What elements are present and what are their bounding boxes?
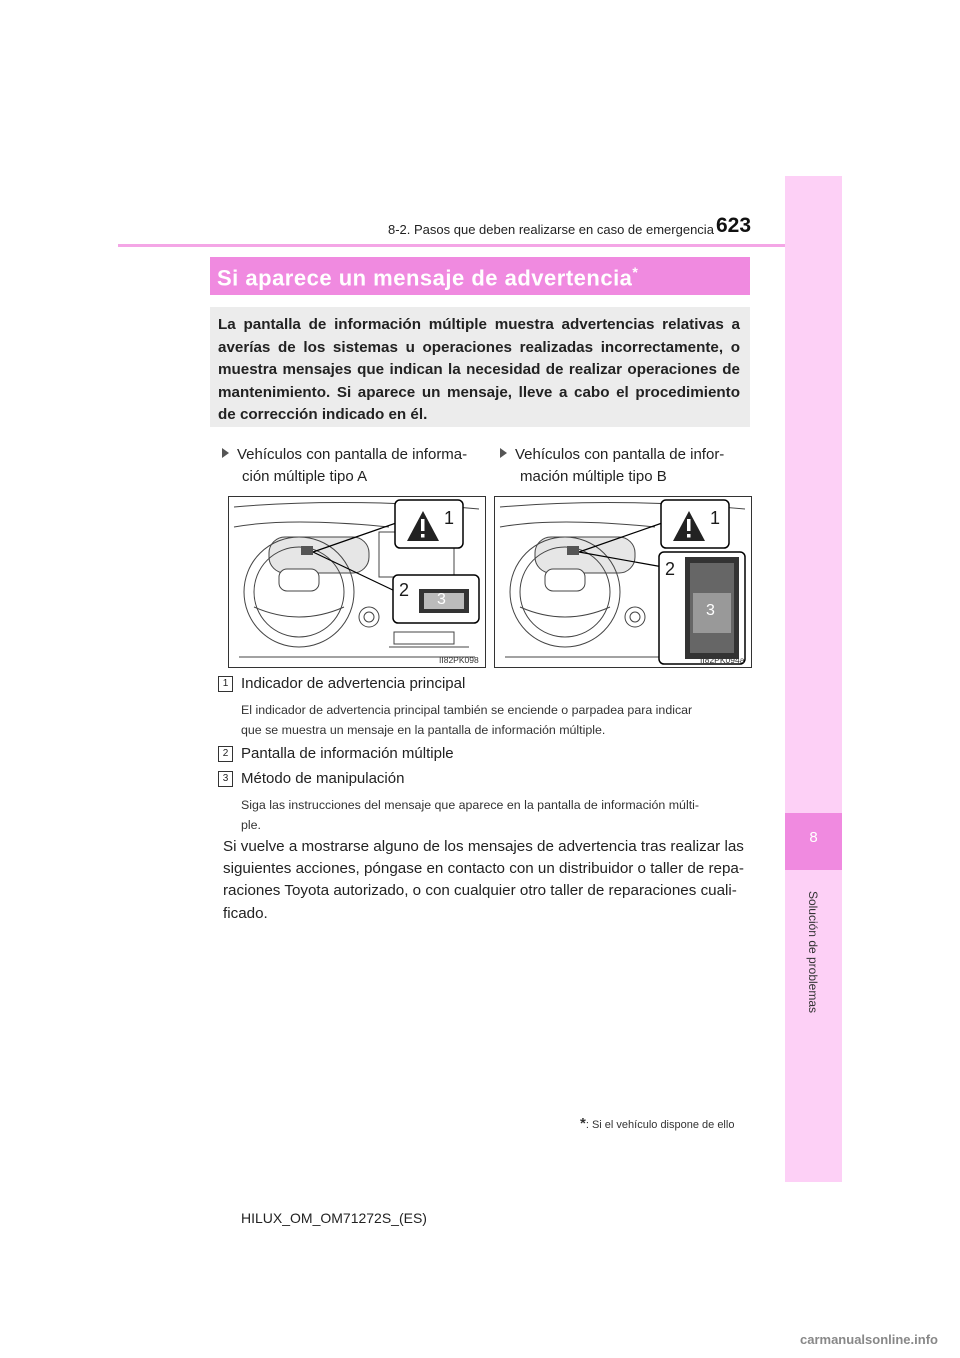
item-number-2: 2	[218, 746, 233, 762]
arrow-icon	[500, 448, 507, 458]
watermark: carmanualsonline.info	[800, 1332, 938, 1347]
dashboard-illustration-a	[228, 496, 486, 668]
page-title-text: Si aparece un mensaje de advertencia	[217, 265, 633, 291]
chapter-side-tab	[785, 176, 842, 1182]
item-desc-3-line1: Siga las instrucciones del mensaje que aparece en la pantalla de información múlti-	[241, 798, 700, 812]
item-desc-1-line2: que se muestra un mensaje en la pantalla de información múltiple.	[241, 722, 606, 737]
chapter-title: Solución de problemas	[806, 890, 820, 1014]
item-desc-1-line1: El indicador de advertencia principal también se enciende o parpadea para indicar	[241, 703, 693, 717]
item-number-1: 1	[218, 676, 233, 692]
image-code-b: II82PK094a	[700, 655, 745, 665]
column-b-line2: mación múltiple tipo B	[520, 468, 667, 485]
arrow-icon	[222, 448, 229, 458]
callout-1-a: 1	[444, 508, 455, 528]
image-code-a: II82PK098	[439, 655, 479, 665]
column-a-line2: ción múltiple tipo A	[242, 468, 368, 485]
page-number: 623	[716, 214, 752, 237]
column-a-label	[222, 444, 484, 488]
body-paragraph	[223, 836, 751, 925]
item-desc-3-line2: ple.	[241, 817, 261, 832]
callout-3-b: 3	[706, 602, 715, 619]
item-title-3: Método de manipulación	[241, 770, 405, 787]
column-b-label	[500, 444, 762, 488]
footnote-text: : Si el vehículo dispone de ello	[585, 1119, 735, 1131]
chapter-number: 8	[809, 829, 818, 846]
callout-2-b: 2	[665, 559, 676, 579]
header-divider	[118, 244, 785, 247]
item-number-3: 3	[218, 771, 233, 787]
body-line-4: ficado.	[223, 904, 268, 922]
column-b-line1: Vehículos con pantalla de infor-	[515, 446, 725, 463]
document-footer: HILUX_OM_OM71272S_(ES)	[241, 1210, 427, 1226]
item-title-2: Pantalla de información múltiple	[241, 745, 454, 762]
footnote	[580, 1115, 734, 1132]
intro-text: La pantalla de información múltiple muestra advertencias relativas a averías de los sistemas u operaciones realizadas incorrectamente, o muestra mensajes que indican la necesidad de realizar operaciones de mantenimiento. Si aparece un mensaje, lleve a cabo el procedimiento de corrección indicado en él.	[218, 316, 740, 424]
body-line-2: siguientes acciones, póngase en contacto con un distribuidor o taller de repa-	[223, 860, 744, 878]
item-desc-3	[241, 796, 751, 835]
column-a-line1: Vehículos con pantalla de informa-	[237, 446, 468, 463]
item-desc-1	[241, 701, 751, 740]
callout-1-b: 1	[710, 508, 721, 528]
dashboard-illustration-b	[494, 496, 752, 668]
callout-3-a: 3	[437, 591, 446, 608]
body-line-3: raciones Toyota autorizado, o con cualquier otro taller de reparaciones cuali-	[223, 882, 737, 900]
body-line-1: Si vuelve a mostrarse alguno de los mensajes de advertencia tras realizar las	[223, 838, 744, 855]
section-title: 8-2. Pasos que deben realizarse en caso de emergencia	[388, 222, 714, 237]
page-title	[217, 264, 638, 291]
callout-2-a: 2	[399, 580, 410, 600]
footnote-marker: *	[580, 1115, 586, 1132]
title-marker: *	[632, 264, 639, 280]
item-title-1: Indicador de advertencia principal	[241, 675, 466, 692]
